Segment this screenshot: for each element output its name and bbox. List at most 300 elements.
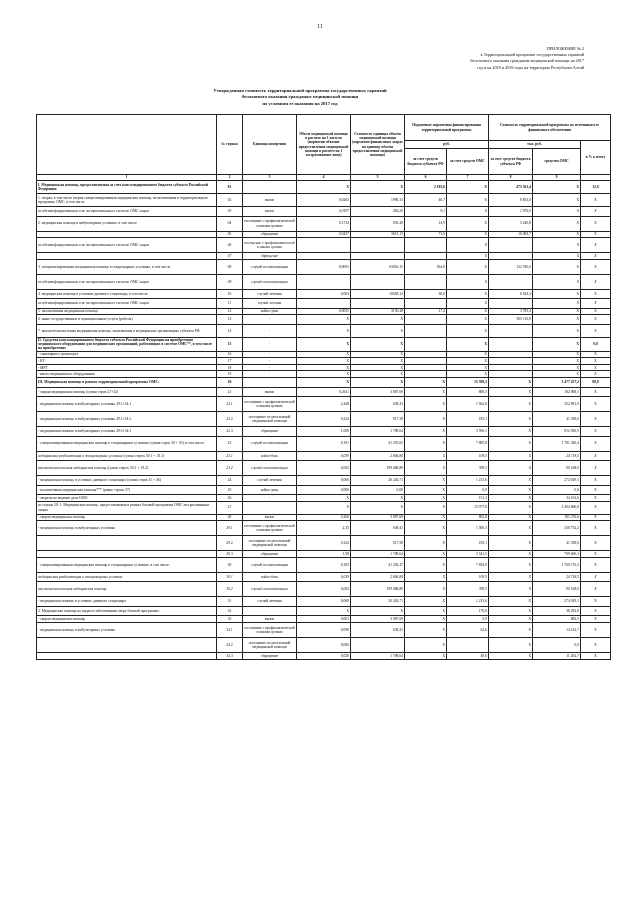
row-number: 06 (217, 238, 243, 253)
row-name: 2. Медицинская помощь по видам и заболеваниям сверх базовой программы: (37, 606, 217, 616)
row-volume: 0,260 (297, 514, 351, 521)
row-budget (405, 364, 447, 371)
row-total-budget: X (489, 514, 533, 521)
row-number: 23.1 (217, 451, 243, 461)
row-volume: X (297, 181, 351, 194)
row-oms: X (447, 253, 489, 260)
row-budget: X (405, 572, 447, 582)
table-row (37, 597, 611, 607)
row-number: 29.1 (217, 521, 243, 536)
row-oms: 3,9 (447, 616, 489, 623)
appendix-line: год и на 2018 и 2019 годы на территории Республики Алтай (477, 64, 584, 70)
table-row (37, 181, 611, 194)
row-total-oms: 41 358,6 (533, 412, 581, 427)
table-row (37, 652, 611, 659)
row-volume: 0,098 (297, 622, 351, 637)
row-name: 4. медицинская помощь в условиях дневного стационара, в том числе (37, 289, 217, 299)
header-volume: Объем медицинской помощи в расчете на 1 жителя (норматив объемов предоставления медицинской помощи в расчете на 1 застрахованное лицо) (297, 115, 351, 175)
row-total-budget: 305 110,0 (489, 315, 533, 325)
row-number: 22.3 (217, 427, 243, 437)
row-volume: 0,0197 (297, 207, 351, 217)
row-oms: X (447, 216, 489, 231)
row-cost: 199 486,80 (351, 582, 405, 597)
row-oms: 1 500,3 (447, 521, 489, 536)
row-unit: вызов (243, 207, 297, 217)
row-oms: 109,5 (447, 572, 489, 582)
row-budget: X (405, 521, 447, 536)
row-name (37, 637, 217, 652)
row-volume (297, 253, 351, 260)
row-cost: X (351, 324, 405, 337)
row-volume: 0,191 (297, 436, 351, 451)
row-total-budget: X (489, 495, 533, 502)
row-percent: X (581, 289, 611, 299)
row-budget: X (405, 476, 447, 486)
row-oms: 62,6 (447, 622, 489, 637)
row-total-budget: X (489, 572, 533, 582)
row-number: 15 (217, 337, 243, 351)
title-line: Утвержденная стоимость территориальной программы государственных гарантий (213, 88, 387, 93)
row-budget: X (405, 501, 447, 514)
row-percent: X (581, 582, 611, 597)
row-total-oms: 90 168,0 (533, 582, 581, 597)
table-row (37, 557, 611, 572)
col-num: 4 (297, 175, 351, 181)
row-cost: 2 806,84 (351, 451, 405, 461)
col-num: 7 (447, 175, 489, 181)
table-row (37, 622, 611, 637)
row-unit: случай госпитализации (243, 274, 297, 289)
row-cost: 817,58 (351, 412, 405, 427)
row-budget: X (405, 557, 447, 572)
row-unit: - (243, 364, 297, 371)
table-row (37, 351, 611, 358)
header-total: Стоимость территориальной программы по источникам ее финансового обеспечения (489, 115, 611, 141)
document-title (150, 88, 450, 107)
row-volume: X (297, 371, 351, 378)
row-oms: 1 213,6 (447, 476, 489, 486)
row-cost (351, 299, 405, 309)
row-cost: X (351, 378, 405, 388)
table-row (37, 582, 611, 597)
row-name: - специализированная медицинская помощь в стационарных условиях, в том числе: (37, 557, 217, 572)
row-total-oms: 352 891,9 (533, 397, 581, 412)
row-percent: X (581, 308, 611, 315)
row-oms: 183,1 (447, 536, 489, 551)
row-number: 25 (217, 485, 243, 495)
row-percent: X (581, 238, 611, 253)
row-oms: 802,8 (447, 514, 489, 521)
row-name (37, 536, 217, 551)
row-total-oms: X (533, 238, 581, 253)
row-total-oms: X (533, 194, 581, 207)
row-cost: 1990,13 (351, 194, 405, 207)
row-cost: 3150,48 (351, 308, 405, 315)
row-number: 30.2 (217, 582, 243, 597)
row-total-budget (489, 371, 533, 378)
table-row (37, 572, 611, 582)
table-row (37, 378, 611, 388)
row-number: 19 (217, 371, 243, 378)
row-total-budget (489, 337, 533, 351)
row-oms: 151,3 (447, 495, 489, 502)
row-cost (351, 274, 405, 289)
row-budget: X (405, 551, 447, 558)
appendix-line: к Территориальной программе государственных гарантий (480, 52, 584, 58)
row-total-budget: X (489, 501, 533, 514)
row-number: 24 (217, 476, 243, 486)
row-oms: X (447, 358, 489, 365)
row-volume: 0,1734 (297, 216, 351, 231)
table-row (37, 427, 611, 437)
row-percent: X (581, 259, 611, 274)
row-total-budget: X (489, 582, 533, 597)
row-volume: 0,0091 (297, 259, 351, 274)
table-row (37, 606, 611, 616)
row-budget: X (405, 397, 447, 412)
row-name: I. Медицинская помощь, предоставляемая за счет консолидированного бюджета субъекта Российской Федерации (37, 181, 217, 194)
row-oms: X (447, 181, 489, 194)
row-unit: посещение с профилактической и иными целями (243, 622, 297, 637)
appendix-line: бесплатного оказания гражданам медицинской помощи на 2017 (470, 58, 584, 64)
row-name: - санитарного транспорта (37, 351, 217, 358)
row-number: 34.3 (217, 652, 243, 659)
table-row (37, 364, 611, 371)
row-volume: X (297, 324, 351, 337)
row-total-budget: 1 976,0 (489, 207, 533, 217)
row-unit (243, 606, 297, 616)
row-percent: X (581, 514, 611, 521)
row-budget (405, 358, 447, 365)
row-number: 29.3 (217, 551, 243, 558)
row-total-oms: 34 162,6 (533, 495, 581, 502)
row-name: - медицинская помощь в амбулаторных условиях 29.1+34.2 (37, 412, 217, 427)
row-unit: посещение с профилактической и иными целями (243, 216, 297, 231)
row-number: 33 (217, 616, 243, 623)
row-percent: X (581, 351, 611, 358)
row-number: 02 (217, 194, 243, 207)
row-total-oms: 41 358,6 (533, 536, 581, 551)
row-percent: X (581, 536, 611, 551)
row-unit: - (243, 371, 297, 378)
row-volume (297, 238, 351, 253)
col-num: 8 (489, 175, 533, 181)
row-number: 04 (217, 216, 243, 231)
row-total-oms: 274 029,1 (533, 476, 581, 486)
row-cost: 835,40 (351, 216, 405, 231)
row-budget: X (405, 378, 447, 388)
row-unit: обращение (243, 253, 297, 260)
row-total-budget: X (489, 637, 533, 652)
row-name: не идентифицированным и не застрахованным в системе ОМС лицам (37, 274, 217, 289)
row-percent: X (581, 397, 611, 412)
row-unit: случай госпитализации (243, 582, 297, 597)
table-row (37, 412, 611, 427)
row-number: 30.1 (217, 572, 243, 582)
row-budget (405, 337, 447, 351)
row-unit: обращение (243, 427, 297, 437)
row-percent: X (581, 315, 611, 325)
row-total-budget: X (489, 436, 533, 451)
row-volume: X (297, 358, 351, 365)
row-percent: X (581, 371, 611, 378)
row-total-oms: X (533, 371, 581, 378)
row-percent: X (581, 231, 611, 238)
row-total-budget: X (489, 551, 533, 558)
row-number: 09 (217, 274, 243, 289)
row-volume: 2,35 (297, 521, 351, 536)
row-oms: X (447, 194, 489, 207)
row-total-budget (489, 351, 533, 358)
row-budget: X (405, 485, 447, 495)
row-total-oms: 1 781 340,4 (533, 436, 581, 451)
row-number: 11 (217, 299, 243, 309)
row-oms: 0,0 (447, 485, 489, 495)
table-row (37, 194, 611, 207)
row-percent: X (581, 274, 611, 289)
row-total-budget: X (489, 387, 533, 397)
row-oms: 806,3 (447, 387, 489, 397)
row-percent: X (581, 597, 611, 607)
page-number: 11 (317, 24, 323, 30)
row-cost: 20 226,71 (351, 597, 405, 607)
row-percent: X (581, 551, 611, 558)
row-oms (447, 637, 489, 652)
row-volume: X (297, 606, 351, 616)
row-volume: X (297, 351, 351, 358)
row-budget: X (405, 412, 447, 427)
row-name: 3. специализированная медицинская помощь в стационарных условиях, в том числе (37, 259, 217, 274)
row-oms: 399,3 (447, 582, 489, 597)
row-unit: койко-день (243, 308, 297, 315)
row-number: 28 (217, 514, 243, 521)
row-unit: случай лечения (243, 476, 297, 486)
row-percent: X (581, 622, 611, 637)
row-name: - иного медицинского оборудования (37, 371, 217, 378)
row-budget: X (405, 427, 447, 437)
row-budget: X (405, 652, 447, 659)
row-cost: X (351, 351, 405, 358)
row-total-budget (489, 238, 533, 253)
row-oms: X (447, 289, 489, 299)
row-total-oms: 799 660,3 (533, 551, 581, 558)
row-cost (351, 253, 405, 260)
row-number: 07 (217, 253, 243, 260)
row-cost: 2 806,84 (351, 572, 405, 582)
row-percent: X (581, 216, 611, 231)
row-number: 12 (217, 308, 243, 315)
row-total-budget: X (489, 597, 533, 607)
row-cost: X (351, 337, 405, 351)
row-budget: X (405, 461, 447, 476)
row-total-oms: X (533, 308, 581, 315)
row-name: высокотехнологичная медицинская помощь (сумма строк 30.2 + 35.2) (37, 461, 217, 476)
table-row (37, 495, 611, 502)
row-budget (405, 253, 447, 260)
row-number: 22.1 (217, 397, 243, 412)
row-budget: 2 185,6 (405, 181, 447, 194)
row-budget: X (405, 514, 447, 521)
row-total-oms: 3 477 257,2 (533, 378, 581, 388)
row-total-budget: X (489, 378, 533, 388)
row-name: медицинская реабилитация в стационарных условиях (37, 572, 217, 582)
row-cost (351, 238, 405, 253)
row-volume: 0,003 (297, 289, 351, 299)
row-total-oms: 90 168,0 (533, 461, 581, 476)
row-percent: X (581, 364, 611, 371)
row-total-oms: 274 029,1 (533, 597, 581, 607)
row-percent: X (581, 616, 611, 623)
header-budget: за счет средств бюджета субъекта РФ (405, 149, 447, 175)
row-name: 7. высокотехнологичная медицинская помощь, оказываемая в медицинских организациях субъекта РФ (37, 324, 217, 337)
row-name: - затраты на ведение дела СМО (37, 495, 217, 502)
row-percent: X (581, 501, 611, 514)
row-unit: посещение по неотложной медицинской помощи (243, 637, 297, 652)
row-unit: случай госпитализации (243, 436, 297, 451)
row-total-budget (489, 358, 533, 365)
row-oms: 7 885,8 (447, 436, 489, 451)
row-total-oms: X (533, 216, 581, 231)
row-total-oms: X (533, 207, 581, 217)
table-row (37, 253, 611, 260)
row-total-oms: X (533, 259, 581, 274)
row-total-oms: 11 202,7 (533, 652, 581, 659)
row-total-oms: X (533, 324, 581, 337)
header-row-no: № строки (217, 115, 243, 175)
row-unit: вызов (243, 387, 297, 397)
row-total-budget: X (489, 652, 533, 659)
row-total-oms: 24 718,5 (533, 451, 581, 461)
row-total-budget: 3 785,4 (489, 308, 533, 315)
row-unit: обращение (243, 652, 297, 659)
appendix-note (334, 46, 584, 71)
row-unit: случай лечения (243, 289, 297, 299)
row-total-oms: 338 752,2 (533, 521, 581, 536)
table-row (37, 451, 611, 461)
row-cost: X (351, 606, 405, 616)
row-volume: 0,0055 (297, 308, 351, 315)
row-number: 31 (217, 597, 243, 607)
row-total-budget (489, 274, 533, 289)
row-number: 23 (217, 436, 243, 451)
table-row (37, 397, 611, 412)
row-total-oms: 882,5 (533, 616, 581, 623)
row-total-budget: X (489, 485, 533, 495)
row-cost: 20 226,71 (351, 476, 405, 486)
row-name: не идентифицированным и не застрахованным в системе ОМС лицам (37, 238, 217, 253)
row-oms: X (447, 337, 489, 351)
row-name: - паллиативная медицинская помощь*** (равно строке 37) (37, 485, 217, 495)
row-volume: 0,000 (297, 485, 351, 495)
row-volume: 0,039 (297, 451, 351, 461)
row-unit: вызов (243, 616, 297, 623)
row-unit (243, 378, 297, 388)
row-total-oms: 14 142,7 (533, 622, 581, 637)
row-percent: 0,0 (581, 337, 611, 351)
row-budget: X (405, 451, 447, 461)
row-percent: X (581, 253, 611, 260)
row-name: - КТ (37, 358, 217, 365)
row-total-oms: X (533, 364, 581, 371)
row-name: 1. скорая, в том числе скорая специализированная медицинская помощь, не включенная в территориальную программу ОМС, в том числе (37, 194, 217, 207)
row-budget (405, 371, 447, 378)
row-unit: - (243, 324, 297, 337)
table-row (37, 485, 611, 495)
row-percent: X (581, 495, 611, 502)
row-unit: посещение с профилактической и иными целями (243, 238, 297, 253)
row-budget: X (405, 582, 447, 597)
row-number: 05 (217, 231, 243, 238)
row-percent: 88,0 (581, 378, 611, 388)
row-number: 22.2 (217, 412, 243, 427)
title-line: бесплатного оказания гражданам медицинской помощи (241, 94, 359, 100)
row-volume (297, 274, 351, 289)
row-name: не идентифицированным и не застрахованным в системе ОМС лицам (37, 207, 217, 217)
row-name: III. Медицинская помощь в рамках территориальной программы ОМС: (37, 378, 217, 388)
table-row (37, 371, 611, 378)
row-cost: 1 788,64 (351, 551, 405, 558)
row-cost: X (351, 501, 405, 514)
row-budget (405, 274, 447, 289)
row-oms: X (447, 299, 489, 309)
row-unit: случай лечения (243, 597, 297, 607)
row-cost: 1 788,64 (351, 652, 405, 659)
row-total-oms: 24 718,5 (533, 572, 581, 582)
row-cost: 638,41 (351, 397, 405, 412)
row-volume: 0,224 (297, 412, 351, 427)
row-name: II. Средства консолидированного бюджета субъекта Российской Федерации на приобретение медицинского оборудования для медицинских организаций, работающих в системе ОМС**, в том числе на приобретение (37, 337, 217, 351)
appendix-line: ПРИЛОЖЕНИЕ № 2 (546, 46, 584, 51)
row-budget: X (405, 622, 447, 637)
row-volume: 1,98 (297, 551, 351, 558)
row-oms: X (447, 259, 489, 274)
row-number: 23.2 (217, 461, 243, 476)
row-total-oms: 38 292,8 (533, 606, 581, 616)
row-oms: 3 596,1 (447, 427, 489, 437)
header-cost: Стоимость единицы объема медицинской помощи (норматив финансовых затрат на единицу объема предоставления медицинской помощи) (351, 115, 405, 175)
row-oms: 109,5 (447, 451, 489, 461)
header-total-oms: средства ОМС (533, 149, 581, 175)
row-cost: 3 087,69 (351, 387, 405, 397)
row-percent: X (581, 427, 611, 437)
row-name: высокотехнологичная медицинская помощь (37, 582, 217, 597)
row-unit: посещение с профилактической и иными целями (243, 521, 297, 536)
row-name (37, 231, 217, 238)
table-row (37, 501, 611, 514)
row-total-budget: X (489, 557, 533, 572)
row-percent: X (581, 387, 611, 397)
row-budget: 17,4 (405, 308, 447, 315)
row-cost: X (351, 315, 405, 325)
row-volume: 1,008 (297, 427, 351, 437)
row-name: - медицинская помощь в условиях дневного стационара (37, 597, 217, 607)
row-budget (405, 324, 447, 337)
table-row (37, 436, 611, 451)
row-total-oms: X (533, 299, 581, 309)
row-name: - МРТ (37, 364, 217, 371)
row-cost: 3 087,69 (351, 616, 405, 623)
row-volume: X (297, 315, 351, 325)
row-total-oms: 3 404 666,8 (533, 501, 581, 514)
row-volume: 0,183 (297, 557, 351, 572)
row-volume: X (297, 337, 351, 351)
header-percent: в % к итогу (581, 141, 611, 175)
row-volume: 0,002 (297, 582, 351, 597)
row-unit: - (243, 358, 297, 365)
row-number: 20 (217, 378, 243, 388)
row-total-oms: X (533, 253, 581, 260)
row-total-oms: X (533, 351, 581, 358)
